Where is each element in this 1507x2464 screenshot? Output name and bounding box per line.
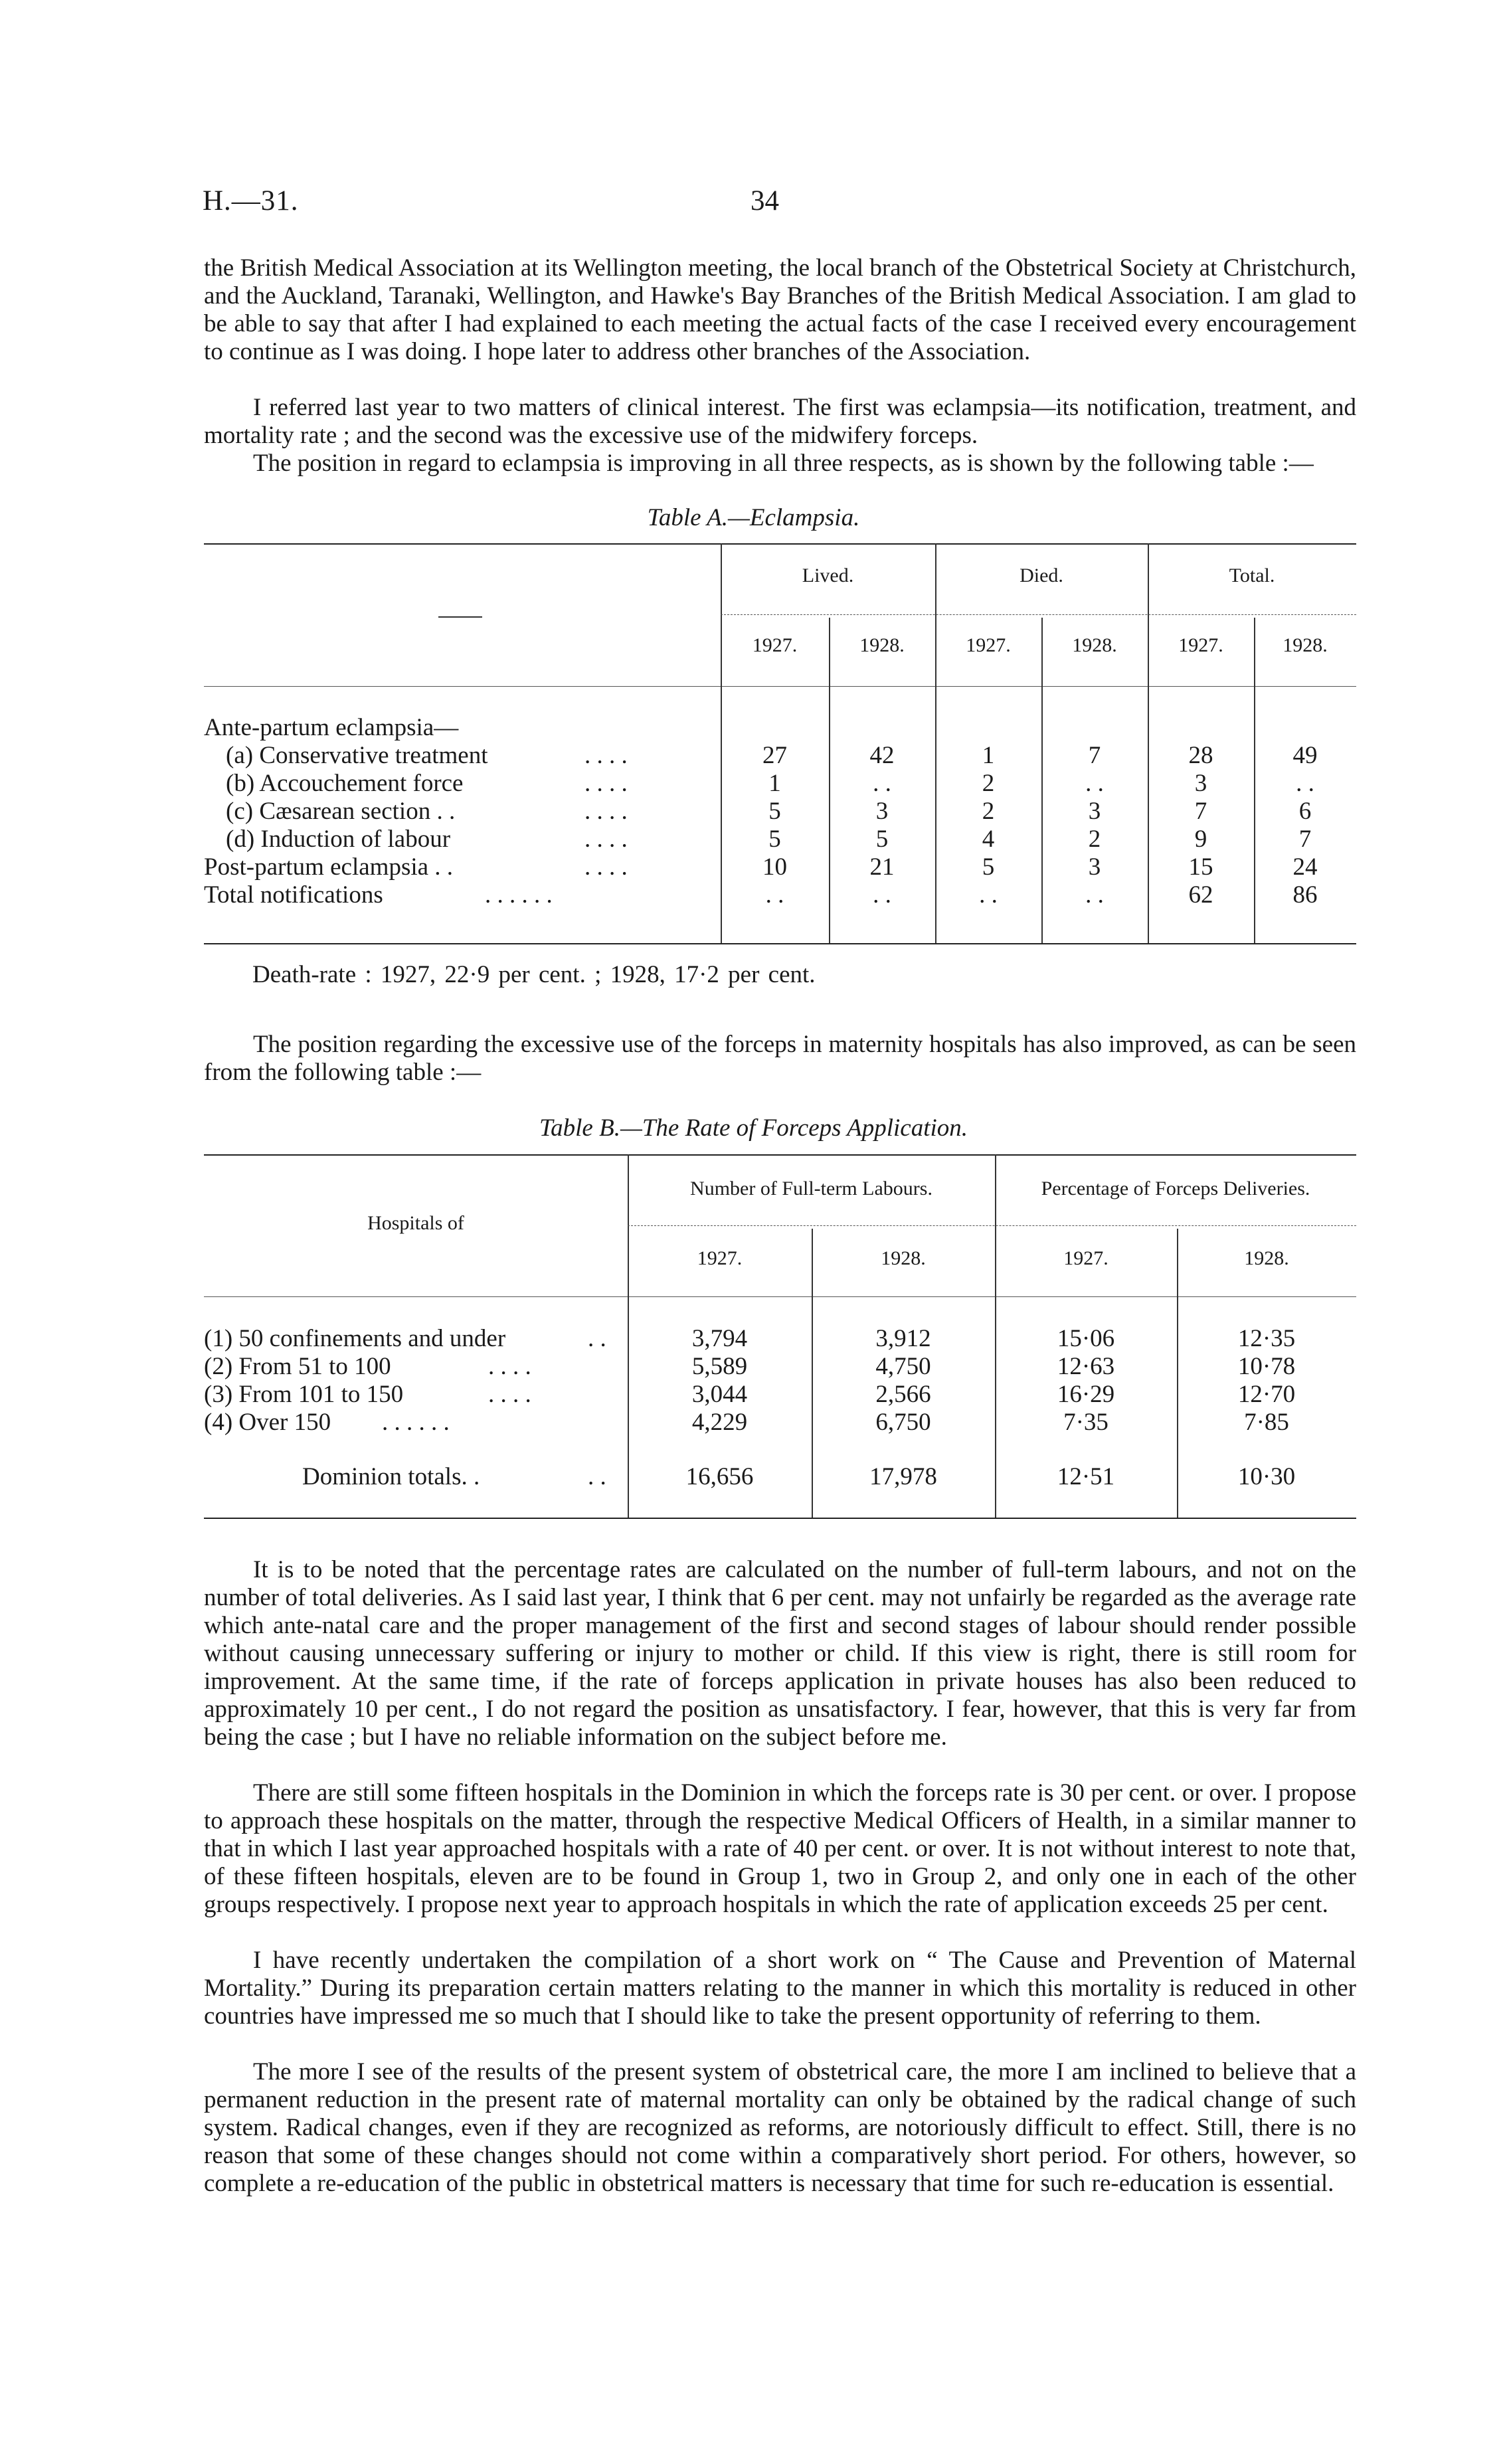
page-number: 34 [751, 185, 779, 217]
table-b-stub-header: Hospitals of [367, 1212, 464, 1234]
paragraph-percentage-rates: It is to be noted that the percentage rates are calculated on the number of full-term labours, and not on the number of total deliveries. As I said last year, I think that 6 per cent. may not unfairly be regarded as the average rate which ante-natal care and the proper management of the first and second stages of labour should render possible without causing unnecessary suffering or injury to mother or child. If this view is right, there is still room for improvement. At the same time, if the rate of forceps application in private houses has also been reduced to approximately 10 per cent., I do not regard the position as unsatisfactory. I fear, however, that this is very far from being the case ; but I have no reliable information on the subject before me. [204, 1556, 1356, 1751]
table-b-year-header: 1927. [1063, 1247, 1108, 1269]
table-a-row-leader: . . . . [584, 742, 628, 769]
table-a-cell: 9 [1194, 826, 1207, 853]
table-a-cell: 1 [768, 770, 781, 797]
table-a-cell: 3 [1088, 798, 1101, 825]
table-b-row-label: (4) Over 150 [204, 1409, 331, 1436]
table-b-cell: 4,750 [875, 1353, 931, 1380]
table-a-cell: 2 [982, 798, 995, 825]
table-a-header-rule [204, 686, 1356, 687]
table-a-top-rule [204, 543, 1356, 545]
table-b-row-leader: . . [588, 1463, 606, 1490]
table-a-cell: 2 [982, 770, 995, 797]
table-a-cell: 7 [1194, 798, 1207, 825]
paragraph-intro-3: The position in regard to eclampsia is improving in all three respects, as is shown by the following table :— [253, 450, 1314, 477]
table-a-bottom-rule [204, 943, 1356, 944]
table-b-year-header: 1927. [697, 1247, 743, 1269]
table-a-group-died: Died. [1019, 565, 1063, 586]
table-b-cell: 3,044 [691, 1381, 748, 1408]
table-a-cell: . . [1296, 770, 1314, 797]
table-b-cell: 10·78 [1237, 1353, 1296, 1380]
table-b-cell: 15·06 [1057, 1325, 1115, 1352]
table-a-year-header: 1928. [859, 634, 905, 656]
table-b-caption: Table B.—The Rate of Forceps Application. [539, 1114, 968, 1142]
table-a-cell: 42 [869, 742, 895, 769]
table-b-header-rule [204, 1296, 1356, 1297]
table-a-cell: 10 [762, 853, 787, 881]
table-a-cell: 3 [1088, 853, 1101, 881]
table-b-row-leader: . . [588, 1325, 606, 1352]
table-b-cell: 3,912 [875, 1325, 931, 1352]
table-b-total-cell: 17,978 [869, 1463, 937, 1490]
table-b-cell: 5,589 [691, 1353, 748, 1380]
table-a-year-header: 1927. [1178, 634, 1223, 656]
table-a-year-header: 1927. [752, 634, 798, 656]
table-b-cell: 2,566 [875, 1381, 931, 1408]
table-a-stub-dash [438, 616, 482, 618]
table-a-cell: 24 [1292, 853, 1318, 881]
table-a-cell: 3 [875, 798, 889, 825]
table-b-top-rule [204, 1154, 1356, 1156]
table-b-year-header: 1928. [881, 1247, 926, 1269]
table-a-row-leader: . . . . [584, 798, 628, 825]
table-a-section-label: Ante-partum eclampsia— [204, 714, 459, 741]
table-b-total-label: Dominion totals. . [302, 1463, 480, 1490]
table-a-row-leader: . . . . [584, 853, 628, 881]
table-a-cell: 3 [1194, 770, 1207, 797]
paragraph-forceps-intro: The position regarding the excessive use of the forceps in maternity hospitals has also improved, as can be seen from the following table :— [204, 1031, 1356, 1086]
death-rate-note: Death-rate : 1927, 22·9 per cent. ; 1928, 17·2 per cent. [252, 961, 816, 988]
table-b-group-percentage: Percentage of Forceps Deliveries. [1041, 1178, 1310, 1199]
paragraph-intro-2: I referred last year to two matters of clinical interest. The first was eclampsia—its notification, treatment, and mortality rate ; and the second was the excessive use of the midwifery forceps. [204, 394, 1356, 449]
table-a-cell: 6 [1298, 798, 1312, 825]
table-b-row-leader: . . . . [488, 1381, 531, 1408]
table-a-row-leader: . . . . . . [485, 881, 553, 909]
table-a-cell: 5 [768, 826, 781, 853]
table-a-year-header: 1928. [1072, 634, 1117, 656]
table-a-cell: . . [873, 770, 891, 797]
table-b-year-header: 1928. [1244, 1247, 1289, 1269]
table-a-cell: 7 [1298, 826, 1312, 853]
table-a-cell: 5 [875, 826, 889, 853]
table-b-cell: 16·29 [1057, 1381, 1115, 1408]
page-header-code: H.—31. [203, 185, 299, 217]
table-b-row-label: (3) From 101 to 150 [204, 1381, 404, 1408]
table-a-row-label: (c) Cæsarean section . . [226, 798, 456, 825]
paragraph-obstetrical-care: The more I see of the results of the present system of obstetrical care, the more I am inclined to believe that a permanent reduction in the present rate of maternal mortality can only be obtained by the radical change of such system. Radical changes, even if they are recognized as reforms, are notoriously difficult to effect. Still, there is no reason that some of these changes should not come within a comparatively short period. For others, however, so complete a re-education of the public in obstetrical matters is necessary that time for such re-education is essential. [204, 2058, 1356, 2197]
table-a-row-label: (d) Induction of labour [226, 826, 451, 853]
table-a-cell: 27 [762, 742, 787, 769]
table-a-cell: 5 [982, 853, 995, 881]
table-b-total-cell: 10·30 [1237, 1463, 1296, 1490]
paragraph-short-work: I have recently undertaken the compilation of a short work on “ The Cause and Prevention of Maternal Mortality.” During its preparation certain matters relating to the manner in which this mortality is reduced in other countries have impressed me so much that I should like to take the present opportunity of referring to them. [204, 1947, 1356, 2030]
table-a-cell: . . [1085, 881, 1104, 909]
table-b-cell: 12·63 [1057, 1353, 1115, 1380]
table-b-row-leader: . . . . . . [382, 1409, 450, 1436]
table-a-cell: 21 [869, 853, 895, 881]
table-b-group-labours: Number of Full-term Labours. [690, 1178, 932, 1199]
table-a-cell: 28 [1188, 742, 1213, 769]
table-a-cell: 49 [1292, 742, 1318, 769]
table-a-cell: 1 [982, 742, 995, 769]
table-a-cell: 7 [1088, 742, 1101, 769]
paragraph-fifteen-hospitals: There are still some fifteen hospitals in the Dominion in which the forceps rate is 30 per cent. or over. I propose to approach these hospitals on the matter, through the respective Medical Officers of Health, in a similar manner to that in which I last year approached hospitals with a rate of 40 per cent. or over. It is not without interest to note that, of these fifteen hospitals, eleven are to be found in Group 1, two in Group 2, and only one in each of the other groups respectively. I propose next year to approach hospitals in which the rate of application exceeds 25 per cent. [204, 1779, 1356, 1918]
table-b-row-label: (1) 50 confinements and under [204, 1325, 506, 1352]
table-b-cell: 4,229 [691, 1409, 748, 1436]
table-a-cell: . . [1085, 770, 1104, 797]
table-a-cell: 2 [1088, 826, 1101, 853]
table-a-cell: 4 [982, 826, 995, 853]
table-a-cell: 15 [1188, 853, 1213, 881]
table-a-row-leader: . . . . [584, 826, 628, 853]
table-a-cell: 62 [1188, 881, 1213, 909]
table-b-total-cell: 12·51 [1057, 1463, 1115, 1490]
table-b-cell: 12·35 [1237, 1325, 1296, 1352]
table-a-cell: . . [873, 881, 891, 909]
table-b-cell: 7·85 [1244, 1409, 1289, 1436]
table-b-row-label: (2) From 51 to 100 [204, 1353, 391, 1380]
table-a-year-header: 1928. [1283, 634, 1328, 656]
table-a-row-label: Post-partum eclampsia . . [204, 853, 454, 881]
table-a-year-header: 1927. [966, 634, 1011, 656]
table-a-row-label: (b) Accouchement force [226, 770, 464, 797]
table-a-cell: . . [765, 881, 784, 909]
table-a-group-total: Total. [1229, 565, 1275, 586]
table-a-row-leader: . . . . [584, 770, 628, 797]
table-b-bottom-rule [204, 1518, 1356, 1519]
table-b-row-leader: . . . . [488, 1353, 531, 1380]
table-b-cell: 3,794 [691, 1325, 748, 1352]
table-b-cell: 6,750 [875, 1409, 931, 1436]
paragraph-intro-1: the British Medical Association at its Wellington meeting, the local branch of the Obstetrical Society at Christchurch, and the Auckland, Taranaki, Wellington, and Hawke's Bay Branches of the British Medical Association. I am glad to be able to say that after I had explained to each meeting the actual facts of the case I received every encouragement to continue as I was doing. I hope later to address other branches of the Association. [204, 254, 1356, 365]
table-a-cell: 86 [1292, 881, 1318, 909]
table-b-cell: 12·70 [1237, 1381, 1296, 1408]
table-a-caption: Table A.—Eclampsia. [647, 504, 860, 531]
table-a-cell: . . [979, 881, 998, 909]
table-a-row-label: Total notifications [204, 881, 383, 909]
table-b-cell: 7·35 [1063, 1409, 1108, 1436]
table-a-row-label: (a) Conservative treatment [226, 742, 488, 769]
table-b-total-cell: 16,656 [685, 1463, 754, 1490]
table-a-group-lived: Lived. [802, 565, 854, 586]
table-a-cell: 5 [768, 798, 781, 825]
